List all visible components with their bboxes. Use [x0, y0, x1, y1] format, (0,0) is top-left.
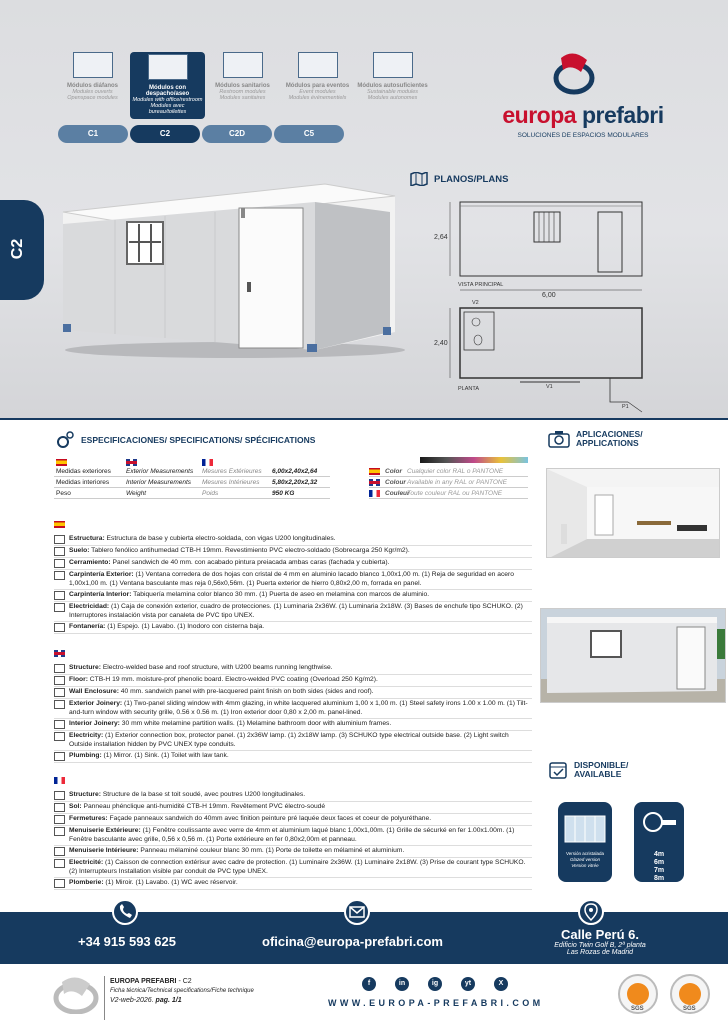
- module-floorplan-icon: [73, 52, 113, 78]
- spec-value: Electro-welded base and roof structure, with U200 beams running lengthwise.: [100, 664, 333, 671]
- doc-brand: EUROPA PREFABRI: [110, 978, 177, 985]
- spec-value: Structure de la base st toit soudé, avec poutres U200 longitudinales.: [100, 791, 306, 798]
- france-flag-icon: [369, 490, 380, 497]
- spec-text: [69, 603, 532, 620]
- spec-item: [54, 751, 532, 763]
- measures-flag-row: [54, 457, 330, 466]
- colour-value: Available in any RAL or PANTONE: [407, 479, 507, 486]
- camera-icon: [548, 430, 570, 448]
- module-floorplan-icon: [148, 54, 188, 80]
- module-name-es: Módulos para eventos: [285, 83, 350, 89]
- model-pill-c1[interactable]: C1: [58, 125, 128, 143]
- france-flag-icon: [54, 777, 65, 784]
- available-title-1: DISPONIBLE/: [574, 760, 629, 770]
- spec-key: Fermetures:: [69, 815, 108, 822]
- spec-french: [54, 772, 532, 890]
- sgs-cert-2: [670, 974, 710, 1014]
- spec-text: [69, 859, 532, 876]
- spec-key: Electricidad:: [69, 603, 110, 610]
- section-divider: [0, 418, 728, 420]
- colour-key: Couleur: [385, 490, 410, 497]
- france-flag-icon: [202, 459, 213, 466]
- spec-item-icon: [54, 752, 65, 761]
- spec-key: Estructura:: [69, 535, 105, 542]
- measure-es: Peso: [56, 490, 71, 497]
- plan-floor-label: PLANTA: [458, 386, 479, 392]
- specs-heading: [55, 430, 315, 450]
- size-option: 7m: [653, 867, 665, 874]
- spec-item-icon: [54, 859, 65, 868]
- applications-title-2: APPLICATIONS: [576, 438, 639, 448]
- spec-text: [69, 664, 333, 673]
- spec-value: Tablero fenólico antihumedad CTB-H 19mm. Revestimiento PVC electro-soldado (Sobrecarga 250 Kgr/m2).: [89, 547, 410, 554]
- colour-value: Cualquier color RAL o PANTONE: [407, 468, 504, 475]
- spec-item: [54, 570, 532, 590]
- spec-item-icon: [54, 815, 65, 824]
- colour-table: [369, 457, 528, 499]
- plan-height-front: 2,64: [434, 234, 448, 241]
- spec-key: Plumbing:: [69, 752, 102, 759]
- spec-key: Electricity:: [69, 732, 104, 739]
- measure-value: 5,80x2,20x2,32: [272, 479, 318, 486]
- floor-plan: [420, 190, 652, 415]
- glazed-caption-fr: Version vitrée: [571, 863, 599, 868]
- glazed-module-icon: [563, 810, 607, 846]
- spec-item: [54, 802, 532, 814]
- plan-depth: 2,40: [434, 340, 448, 347]
- measure-en: Interior Measurements: [126, 479, 192, 486]
- plan-drawing: [420, 190, 652, 415]
- doc-page: pag. 1/1: [153, 997, 182, 1004]
- spec-item-icon: [54, 603, 65, 612]
- module-category-1[interactable]: [130, 52, 205, 119]
- social-links: [362, 977, 527, 991]
- spec-value: (1) Mirror. (1) Sink. (1) Toilet with law tank.: [101, 752, 229, 759]
- measure-row: [54, 466, 330, 477]
- model-tab-label: C2: [9, 238, 27, 260]
- spec-item: [54, 826, 532, 846]
- brand-word-1: europa: [502, 102, 577, 128]
- doc-info: [110, 978, 254, 1004]
- spec-key: Suelo:: [69, 547, 90, 554]
- spec-item-icon: [54, 547, 65, 556]
- glazed-caption-en: Glazed version: [569, 857, 600, 862]
- module-category-list: [55, 52, 430, 119]
- spec-item-icon: [54, 791, 65, 800]
- brand-logo-grey-icon: [52, 974, 100, 1014]
- spec-key: Sol:: [69, 803, 82, 810]
- model-pill-c2[interactable]: C2: [130, 125, 200, 143]
- spec-value: 30 mm white melamine partition walls. (1) Melamine bathroom door with aluminium frames.: [119, 720, 392, 727]
- spec-item: [54, 814, 532, 826]
- spain-flag-icon: [369, 468, 380, 475]
- spec-text: [69, 815, 431, 824]
- doc-version: V2-web-2026.: [110, 997, 154, 1004]
- plans-title: PLANOS/PLANS: [434, 173, 509, 185]
- spec-item-icon: [54, 571, 65, 580]
- spec-key: Exterior Joinery:: [69, 700, 123, 707]
- spec-text: [69, 535, 336, 544]
- plans-heading: [410, 172, 508, 186]
- youtube-icon[interactable]: yt: [461, 977, 475, 991]
- sizes-card: [634, 802, 684, 882]
- spec-key: Floor:: [69, 676, 88, 683]
- calendar-check-icon: [548, 760, 568, 780]
- spec-value: Tabiquería melamina color blanco 30 mm. (1) Puerta de aseo en melamina con marcos de aluminio.: [131, 591, 430, 598]
- spec-key: Electricité:: [69, 859, 104, 866]
- spec-value: Panel sandwich de 40 mm. con acabado pintura preiacada ambas caras (fachada y cubierta).: [110, 559, 390, 566]
- measure-fr: Mesures Intérieures: [202, 479, 260, 486]
- module-name-fr: Modules sanitaires: [219, 95, 266, 101]
- spec-key: Wall Enclosure:: [69, 688, 119, 695]
- uk-flag-icon: [369, 479, 380, 486]
- model-tab: [0, 200, 44, 300]
- measure-fr: Poids: [202, 490, 219, 497]
- spec-key: Interior Joinery:: [69, 720, 120, 727]
- module-card: [280, 52, 355, 101]
- model-pill-c2d[interactable]: C2D: [202, 125, 272, 143]
- spec-item: [54, 790, 532, 802]
- module-name-fr: Modules événementiels: [288, 95, 347, 101]
- gears-icon: [55, 430, 75, 450]
- module-name-es: Módulos autosuficientes: [357, 83, 428, 89]
- x-icon[interactable]: X: [494, 977, 508, 991]
- measures-table: [54, 457, 330, 499]
- spec-item: [54, 699, 532, 719]
- spain-flag-icon: [54, 521, 65, 528]
- measure-en: Exterior Measurements: [126, 468, 194, 475]
- model-pill-c5[interactable]: C5: [274, 125, 344, 143]
- map-icon: [410, 172, 428, 186]
- spec-item: [54, 546, 532, 558]
- spec-item-icon: [54, 676, 65, 685]
- colour-row: [369, 488, 528, 499]
- facebook-icon[interactable]: f: [362, 977, 376, 991]
- application-photo-interior: [546, 468, 720, 558]
- spec-spanish: [54, 516, 532, 634]
- spec-key: Carpintería Interior:: [69, 591, 132, 598]
- spec-item-icon: [54, 559, 65, 568]
- spec-value: (1) Espejo. (1) Lavabo. (1) Inodoro con cisterna baja.: [105, 623, 265, 630]
- uk-flag-icon: [126, 459, 137, 466]
- spec-item-icon: [54, 803, 65, 812]
- address-line-3: Las Rozas de Madrid: [566, 949, 634, 956]
- plan-front-label: VISTA PRINCIPAL: [458, 282, 504, 288]
- module-name-fr: Modules avec bureau/toilettes: [148, 103, 187, 115]
- spec-key: Structure:: [69, 791, 101, 798]
- colour-row: [369, 466, 528, 477]
- brand-word-2: prefabri: [581, 102, 664, 128]
- spec-item: [54, 663, 532, 675]
- applications-title-1: APLICACIONES/: [576, 429, 643, 439]
- spec-value: Façade panneaux sandwich do 40mm avec finition peinture pré laquée deux faces et coeur de polyuréthane.: [107, 815, 432, 822]
- colour-gradient: [420, 457, 528, 463]
- spec-value: (1) Two-panel sliding window with 4mm glazing, in white lacquered aluminium 1,00 x 1,00 m. (1) Steel safety irons 1.00 x 1.00 m. (1) Tilt-and-turn window with security grille, 0.56 x 0.56 m. (1) Iron exterior door 0,80 x 2,00 m. panel-lined.: [69, 700, 528, 716]
- measure-en: Weight: [126, 490, 147, 497]
- module-floorplan-icon: [223, 52, 263, 78]
- footer-email[interactable]: oficina@europa-prefabri.com: [262, 934, 443, 949]
- module-floorplan-icon: [373, 52, 413, 78]
- spec-value: (1) Ventana corredera de dos hojas con cristal de 4 mm en aluminio lacado blanco 1,00x1,00 m. (1) Reja de seguridad en acero 1,00x1,00 m. (1) Ventana basculante mas reja 0,56x0,56m. (1) Puerta exterior de hierro 0,80x2,00 m, forrada en panel.: [69, 571, 514, 587]
- spec-item: [54, 731, 532, 751]
- address-line-1: Calle Perú 6.: [560, 927, 640, 942]
- spec-item-icon: [54, 732, 65, 741]
- glazed-version-card: [558, 802, 612, 882]
- spec-value: (1) Caisson de connection extérisur avec cadre de protection. (1) Luminaire 2x36W. (1) Luminaire 2x18W. (3) Prise de courant type SCHUKO. (2) Interrupteurs Installation visible par conduit de PVC type UNEX.: [69, 859, 526, 875]
- plan-width: 6,00: [542, 292, 556, 299]
- address-line-2: Edificio Twin Golf B, 2ª planta: [554, 942, 646, 949]
- spec-item: [54, 622, 532, 634]
- spec-item: [54, 590, 532, 602]
- spain-flag-icon: [56, 459, 67, 466]
- module-category-0[interactable]: [55, 52, 130, 119]
- spec-text: [69, 827, 532, 844]
- tape-measure-icon: [641, 810, 677, 832]
- spec-text: [69, 688, 374, 697]
- colour-value: Toute couleur RAL ou PANTONE: [407, 490, 503, 497]
- sgs-cert-1: [618, 974, 658, 1014]
- module-category-3[interactable]: [280, 52, 355, 119]
- spec-key: Menuiserie Extérieure:: [69, 827, 141, 834]
- module-name-en: Event modules: [299, 89, 336, 95]
- spec-text: [69, 720, 391, 729]
- instagram-icon[interactable]: ig: [428, 977, 442, 991]
- spec-item-icon: [54, 535, 65, 544]
- spec-item: [54, 858, 532, 878]
- spec-value: Estructura de base y cubierta electro-soldada, con vigas U200 longitudinales.: [104, 535, 336, 542]
- uk-flag-icon: [54, 650, 65, 657]
- spec-value: CTB-H 19 mm. moisture-prof phenolic board. Electro-welded PVC coating (Overload 250 Kg/m2).: [87, 676, 378, 683]
- spec-text: [69, 676, 378, 685]
- application-photo-exterior: [540, 608, 726, 703]
- spec-value: Panneau phénclique anti-humidité CTB-H 19mm. Revêtement PVC électro-soudé: [81, 803, 326, 810]
- container-photo: [55, 172, 405, 362]
- plan-v2-label: V2: [472, 300, 479, 306]
- glazed-caption-es: Versión acristalada: [565, 851, 605, 856]
- brand-logo-mark-icon: [553, 50, 595, 98]
- applications-heading: [548, 430, 643, 448]
- spec-item: [54, 687, 532, 699]
- module-card: [55, 52, 130, 101]
- brand-wordmark: [493, 102, 673, 129]
- plan-v1-label: V1: [546, 384, 553, 390]
- measure-row: [54, 488, 330, 499]
- spec-text: [69, 791, 305, 800]
- spec-value: (1) Exterior connection box, protector panel. (1) 2x36W lamp. (1) 2x18W lamp. (3) SCHUKO type electrical outside base. (2) Light switch Outside installation hidden by PVC UNEX type conduits.: [69, 732, 509, 748]
- spec-key: Plomberie:: [69, 879, 104, 886]
- spec-item-icon: [54, 664, 65, 673]
- available-heading: [548, 760, 628, 780]
- spec-key: Carpintería Exterior:: [69, 571, 134, 578]
- spec-text: [69, 571, 532, 588]
- measure-fr: Mesures Extérieures: [202, 468, 262, 475]
- colour-key: Color: [385, 468, 402, 475]
- module-name-en: Restroom modules: [219, 89, 266, 95]
- size-option: 4m: [653, 851, 665, 858]
- module-card: [355, 52, 430, 101]
- measure-value: 950 KG: [272, 490, 295, 497]
- spec-item: [54, 602, 532, 622]
- module-card: [130, 52, 205, 119]
- doc-description: Ficha técnica/Technical specifications/Fiche technique: [110, 988, 254, 994]
- spec-value: 40 mm. sandwich panel with pre-lacquered paint finish on both sides (sides and roof).: [118, 688, 374, 695]
- measure-es: Medidas interiores: [56, 479, 110, 486]
- spec-value: (1) Miroir. (1) Lavabo. (1) WC avec réservoir.: [103, 879, 238, 886]
- spec-item-icon: [54, 700, 65, 709]
- brand-tagline: SOLUCIONES DE ESPACIOS MODULARES: [517, 132, 649, 139]
- contact-footer: [0, 912, 728, 964]
- spec-item: [54, 878, 532, 890]
- spec-value: (1) Caja de conexión exterior, cuadro de protecciones. (1) Luminaria 2x36W. (1) Luminaria 2x18W. (3) Bases de enchufe tipo SCHUKO. (2) Interruptores instalación vista por canaleta de PVC tipo UNEX.: [69, 603, 523, 619]
- module-name-en: Modules with office/restroom: [132, 97, 203, 103]
- spec-key: Structure:: [69, 664, 101, 671]
- module-floorplan-icon: [298, 52, 338, 78]
- spec-item: [54, 846, 532, 858]
- spec-item-icon: [54, 623, 65, 632]
- module-name-en: Sustainable modules: [366, 89, 419, 95]
- module-category-2[interactable]: [205, 52, 280, 119]
- spec-item-icon: [54, 720, 65, 729]
- sgs-label-1: SGS: [631, 1006, 644, 1012]
- size-option: 6m: [653, 859, 665, 866]
- phone-icon: [112, 899, 138, 925]
- spec-key: Cerramiento:: [69, 559, 111, 566]
- spec-key: Menuiserie Intérieure:: [69, 847, 139, 854]
- spec-item: [54, 558, 532, 570]
- measure-row: [54, 477, 330, 488]
- available-title-2: AVAILABLE: [574, 769, 622, 779]
- spec-key: Fontanería:: [69, 623, 106, 630]
- spec-item-icon: [54, 591, 65, 600]
- spec-item: [54, 675, 532, 687]
- colour-key: Colour: [385, 479, 406, 486]
- spec-item: [54, 719, 532, 731]
- spec-text: [69, 803, 325, 812]
- sgs-label-2: SGS: [683, 1006, 696, 1012]
- measure-es: Medidas exteriores: [56, 468, 111, 475]
- spec-item-icon: [54, 879, 65, 888]
- footer-address: [520, 927, 680, 956]
- size-option: 8m: [653, 875, 665, 882]
- spec-value: Panneau mélaminé couleur blanc 30 mm. (1) Porte de toilette en mélaminé et aluminium.: [138, 847, 405, 854]
- spec-text: [69, 700, 532, 717]
- measure-value: 6,00x2,40x2,64: [272, 468, 318, 475]
- spec-text: [69, 847, 404, 856]
- plan-p1-label: P1: [622, 404, 629, 410]
- spec-text: [69, 591, 429, 600]
- spec-text: [69, 559, 389, 568]
- module-card: [205, 52, 280, 101]
- spec-text: [69, 732, 532, 749]
- colour-row: [369, 477, 528, 488]
- website-link[interactable]: WWW.EUROPA-PREFABRI.COM: [328, 998, 544, 1008]
- spec-item-icon: [54, 847, 65, 856]
- spec-item-icon: [54, 688, 65, 697]
- module-name-fr: Modules autonomes: [367, 95, 418, 101]
- spec-text: [69, 879, 238, 888]
- module-category-4[interactable]: [355, 52, 430, 119]
- spec-text: [69, 547, 410, 556]
- module-name-en: Modules ouverts: [72, 89, 113, 95]
- location-pin-icon: [578, 899, 604, 925]
- spec-item-icon: [54, 827, 65, 836]
- module-name-es: Módulos diáfanos: [67, 83, 118, 89]
- spec-text: [69, 623, 264, 632]
- footer-phone[interactable]: +34 915 593 625: [78, 934, 176, 949]
- specs-title: ESPECIFICACIONES/ SPECIFICATIONS/ SPÉCIFICATIONS: [81, 434, 316, 445]
- module-name-es: Módulos con despacho/aseo: [145, 85, 190, 97]
- spec-item: [54, 534, 532, 546]
- spec-text: [69, 752, 229, 761]
- email-icon: [344, 899, 370, 925]
- spec-value: (1) Fenêtre coulissante avec verre de 4mm et aluminium laqué blanc 1,00x1,00m. (1) Grille de sécurké en fer 1.00x1.00m. (1) Fenêtre basculante avec grille, 0,56 x 0,56 m. (1) Porte extérieure en fer 0,80x2,00m et panneau.: [69, 827, 515, 843]
- module-name-es: Módulos sanitarios: [215, 83, 270, 89]
- doc-model: - C2: [176, 978, 192, 985]
- linkedin-icon[interactable]: in: [395, 977, 409, 991]
- module-name-fr: Openspace modules: [67, 95, 118, 101]
- spec-english: [54, 645, 532, 763]
- model-pills: [58, 125, 346, 143]
